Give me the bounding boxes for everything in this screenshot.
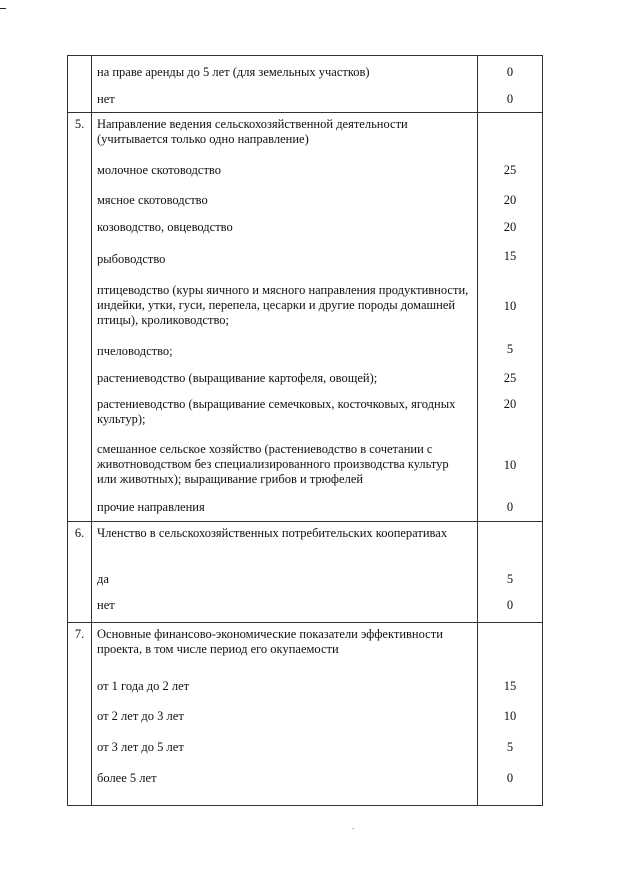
table-row: [68, 701, 543, 732]
section-number: 7.: [68, 623, 92, 670]
criteria-table: [67, 55, 543, 806]
criterion-points: 0: [478, 56, 543, 89]
table-row: [68, 435, 543, 496]
criterion-points: 10: [478, 701, 543, 732]
section-row: [68, 113, 543, 155]
section-title: Основные финансово-экономические показатели эффективности проекта, в том числе период его окупаемости: [92, 623, 478, 670]
section-title: Членство в сельскохозяйственных потребительских кооперативах: [92, 522, 478, 566]
table-row: [68, 241, 543, 275]
criterion-option: молочное скотоводство: [92, 155, 478, 185]
criterion-points: 0: [478, 594, 543, 623]
criterion-points: 10: [478, 435, 543, 496]
criterion-points: [478, 113, 543, 155]
table-row: [68, 670, 543, 701]
row-number-cell: [68, 56, 92, 89]
criterion-points: 5: [478, 334, 543, 363]
criterion-points: 10: [478, 275, 543, 334]
criterion-option: птицеводство (куры яичного и мясного направления продуктивности, индейки, утки, гуси, перепела, цесарки и другие породы домашней птицы), кролиководство;: [92, 275, 478, 334]
criterion-option: от 3 лет до 5 лет: [92, 732, 478, 763]
table-row: [68, 213, 543, 241]
criterion-option: козоводство, овцеводство: [92, 213, 478, 241]
section-title: Направление ведения сельскохозяйственной деятельности (учитывается только одно направление): [92, 113, 478, 155]
criterion-points: 25: [478, 363, 543, 391]
criterion-option: растениеводство (выращивание семечковых, косточковых, ягодных культур);: [92, 391, 478, 435]
table-row: [68, 56, 543, 89]
criterion-option: прочие направления: [92, 496, 478, 522]
criterion-points: [478, 623, 543, 670]
criterion-option: смешанное сельское хозяйство (растениеводство в сочетании с животноводством без специализированного производства культур или животных); выращивание грибов и трюфелей: [92, 435, 478, 496]
table-row: [68, 391, 543, 435]
criterion-points: 20: [478, 185, 543, 213]
criterion-option: нет: [92, 89, 478, 113]
page-corner-mark: [0, 8, 6, 9]
criterion-points: [478, 522, 543, 566]
table-row: [68, 275, 543, 334]
criterion-points: 5: [478, 566, 543, 594]
table-row: [68, 89, 543, 113]
table-row: [68, 185, 543, 213]
criterion-option: мясное скотоводство: [92, 185, 478, 213]
section-row: [68, 522, 543, 566]
table-row: [68, 594, 543, 623]
criterion-option: от 2 лет до 3 лет: [92, 701, 478, 732]
row-number-cell: [68, 89, 92, 113]
section-number: 6.: [68, 522, 92, 566]
table-row: [68, 732, 543, 763]
criterion-points: 20: [478, 213, 543, 241]
criterion-option: да: [92, 566, 478, 594]
criterion-points: 15: [478, 241, 543, 275]
scan-speck: [352, 828, 354, 829]
table-row: [68, 496, 543, 522]
section-number: 5.: [68, 113, 92, 155]
criterion-points: 5: [478, 732, 543, 763]
criterion-option: на праве аренды до 5 лет (для земельных участков): [92, 56, 478, 89]
criterion-option: нет: [92, 594, 478, 623]
table-row: [68, 763, 543, 806]
criterion-points: 0: [478, 89, 543, 113]
table-row: [68, 334, 543, 363]
table-row: [68, 566, 543, 594]
table-row: [68, 363, 543, 391]
criterion-points: 20: [478, 391, 543, 435]
criterion-option: растениеводство (выращивание картофеля, овощей);: [92, 363, 478, 391]
criterion-points: 0: [478, 763, 543, 806]
criterion-option: от 1 года до 2 лет: [92, 670, 478, 701]
table-row: [68, 155, 543, 185]
section-row: [68, 623, 543, 670]
criterion-points: 0: [478, 496, 543, 522]
criterion-option: более 5 лет: [92, 763, 478, 806]
criterion-option: рыбоводство: [92, 241, 478, 275]
criterion-points: 25: [478, 155, 543, 185]
criterion-option: пчеловодство;: [92, 334, 478, 363]
criterion-points: 15: [478, 670, 543, 701]
